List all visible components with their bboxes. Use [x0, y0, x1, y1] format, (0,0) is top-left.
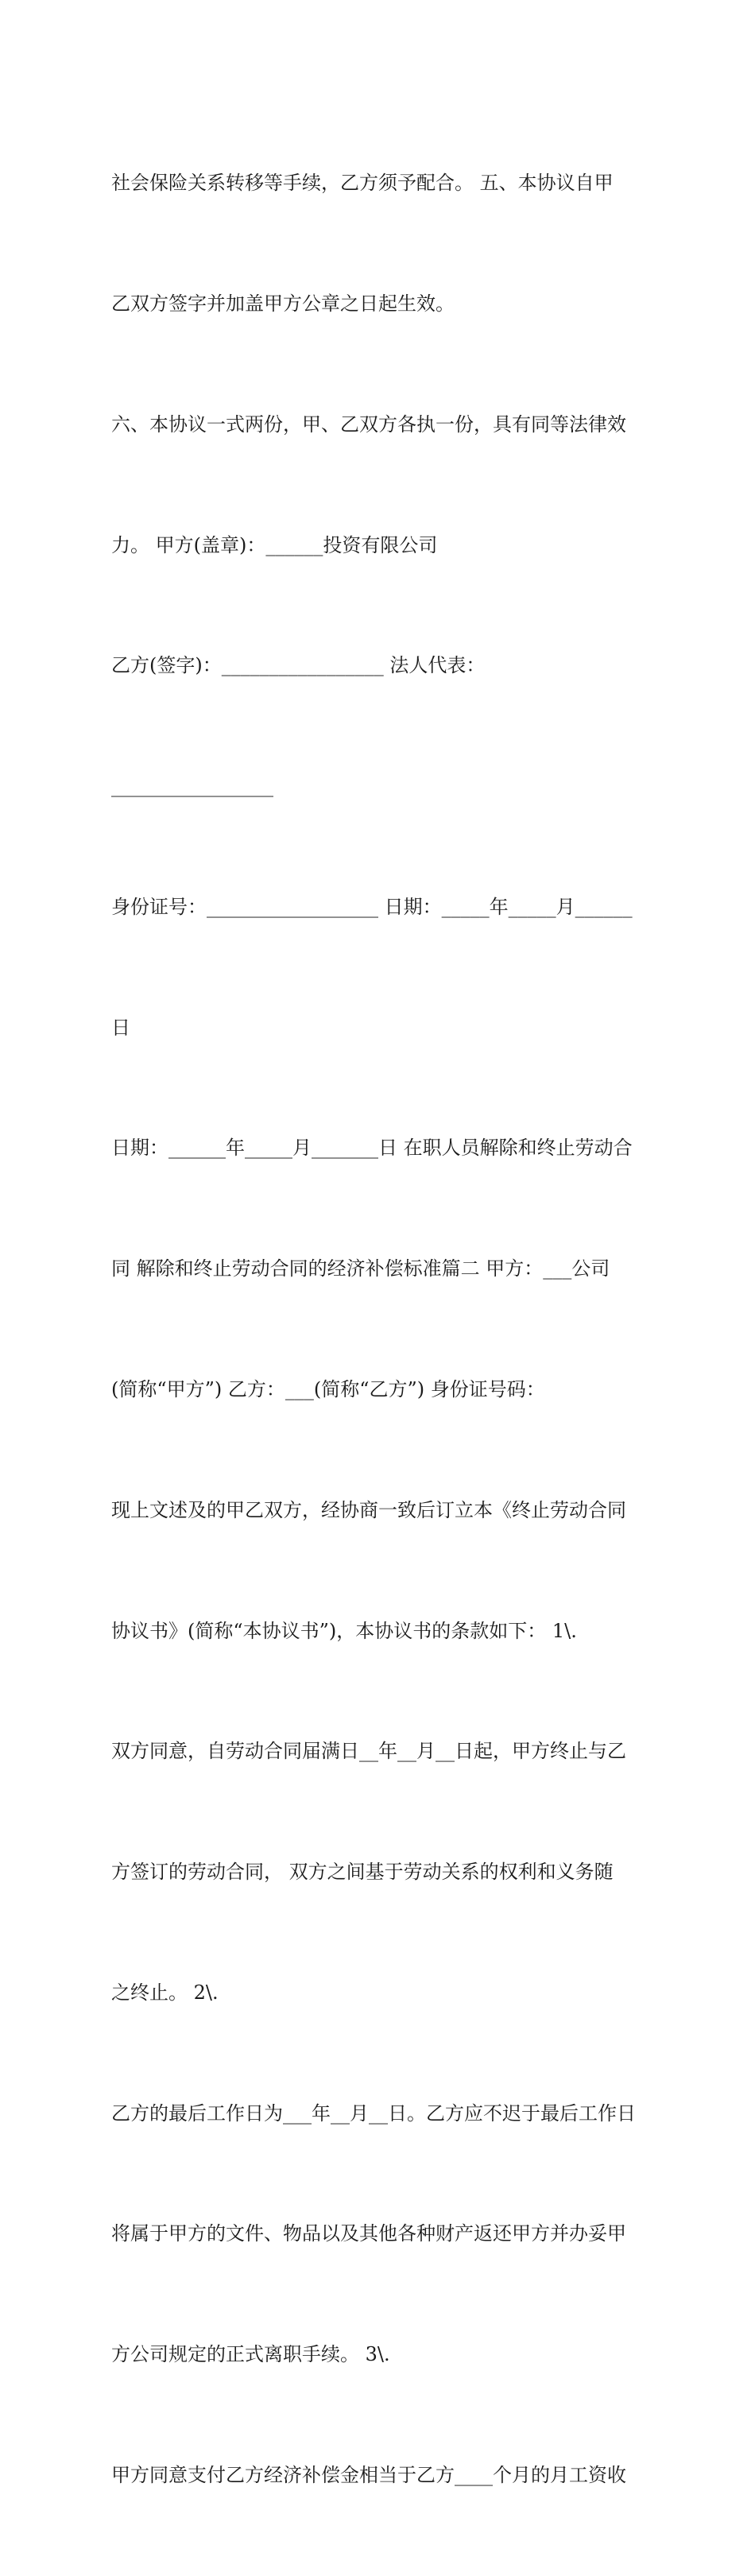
text-line: 协议书》(简称“本协议书”)，本协议书的条款如下： 1\. [111, 1619, 577, 1642]
text-line: 现上文述及的甲乙双方，经协商一致后订立本《终止劳动合同 [111, 1498, 626, 1521]
text-line: 日 [111, 1016, 130, 1039]
text-line: 将属于甲方的文件、物品以及其他各种财产返还甲方并办妥甲 [111, 2222, 626, 2245]
text-line: 乙方的最后工作日为___年__月__日。乙方应不迟于最后工作日 [111, 2101, 636, 2125]
text-line: 社会保险关系转移等手续，乙方须予配合。 五、本协议自甲 [111, 172, 614, 195]
text-line: 身份证号：__________________ 日期：_____年_____月______ [111, 895, 633, 918]
text-line: 乙方(签字)：_________________ 法人代表： [111, 654, 486, 677]
text-line: 之终止。 2\. [111, 1981, 219, 2004]
text-line: (简称“甲方”) 乙方：___(简称“乙方”) 身份证号码： [111, 1378, 545, 1400]
text-line: 乙双方签字并加盖甲方公章之日起生效。 [111, 292, 455, 315]
text-line: 力。 甲方(盖章)：______投资有限公司 [111, 533, 438, 556]
text-line: 双方同意，自劳动合同届满日__年__月__日起，甲方终止与乙 [111, 1740, 626, 1763]
text-line: 方公司规定的正式离职手续。 3\. [111, 2343, 390, 2366]
text-line: _________________ [111, 775, 273, 798]
text-line: 甲方同意支付乙方经济补偿金相当于乙方____个月的月工资收 [111, 2464, 626, 2487]
text-line: 日期：______年_____月_______日 在职人员解除和终止劳动合 [111, 1137, 633, 1160]
text-line: 六、本协议一式两份，甲、乙双方各执一份，具有同等法律效 [111, 413, 626, 436]
text-line: 方签订的劳动合同， 双方之间基于劳动关系的权利和义务随 [111, 1861, 614, 1884]
text-line: 同 解除和终止劳动合同的经济补偿标准篇二 甲方：___公司 [111, 1257, 610, 1280]
document-body [111, 83, 660, 2576]
